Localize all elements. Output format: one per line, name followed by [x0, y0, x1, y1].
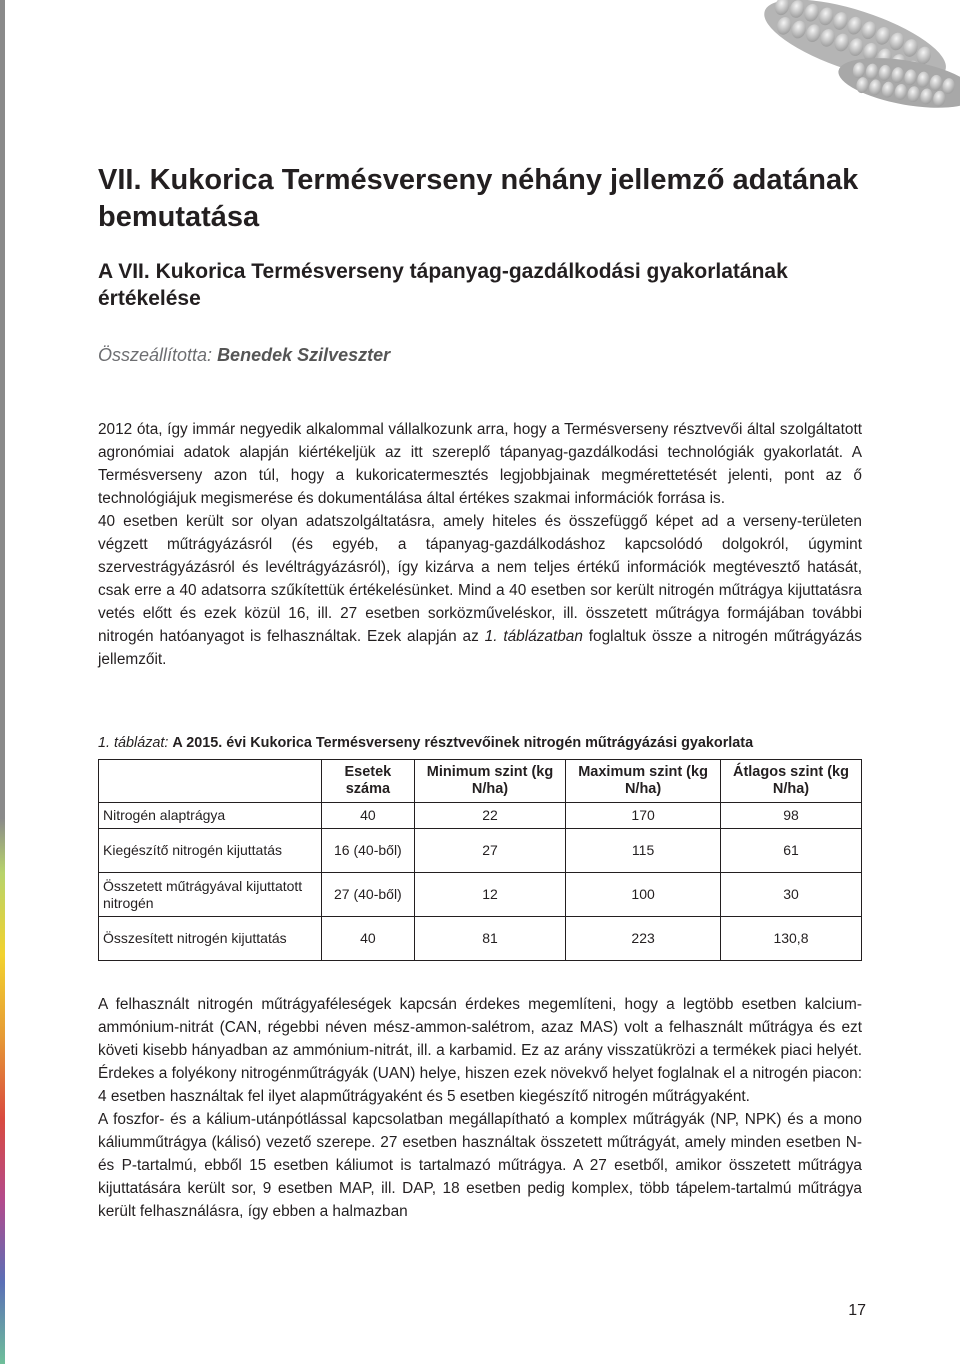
cell-cases: 40: [322, 917, 415, 961]
page-number: 17: [848, 1302, 866, 1319]
table-reference: 1. táblázatban: [484, 628, 583, 645]
fertilizer-paragraph-part2: A foszfor- és a kálium-utánpótlással kapcsolatban megállapítható a komplex műtrágyák (NP, NPK) és a mono káliumműtrágya (kálisó) vezető szerepe. 27 esetben használtak összetett műtrágyát, amely minden esetben N- és P-tartalmú, ebből 15 esetben káliumot is tartalmazó műtrágya. A 27 esetből, amikor összetett műtrágya kijuttatására került sor, 9 esetben MAP, ill. DAP, 18 esetben pedig komplex, több tápelem-tartalmú műtrágya került felhasználásra, így ebben a halmazban: [98, 1111, 862, 1220]
nitrogen-table: [98, 759, 862, 961]
header-cell-min: Minimum szint (kg N/ha): [414, 760, 565, 803]
page-title: VII. Kukorica Termésverseny néhány jellemző adatának bemutatása: [98, 164, 859, 233]
cell-max: 115: [566, 829, 721, 873]
section-subtitle: A VII. Kukorica Termésverseny tápanyag-gazdálkodási gyakorlatának értékelése: [98, 260, 788, 310]
author-line: [98, 343, 390, 367]
intro-paragraph-part1: 2012 óta, így immár negyedik alkalommal vállalkozunk arra, hogy a Termésverseny résztvevői által szolgáltatott agronómiai adatok alapján kiértékeljük az itt szereplő tápanyag-gazdálkodási technológiák gyakorlatát. A Termésverseny azon túl, hogy a kukoricatermesztés legjobbjainak megmérettetését jelenti, pont az ő technológiájuk megismerése és dokumentálása által értékes szakmai információk forrása is.: [98, 421, 862, 507]
table-row: [99, 829, 862, 873]
cell-cases: 40: [322, 803, 415, 829]
row-label: Összetett műtrágyával kijuttatott nitrogén: [99, 873, 322, 917]
table-row: [99, 873, 862, 917]
fertilizer-paragraph: [98, 993, 862, 1223]
row-label: Nitrogén alaptrágya: [99, 803, 322, 829]
cell-max: 100: [566, 873, 721, 917]
corn-illustration: [732, 0, 960, 112]
row-label: Összesített nitrogén kijuttatás: [99, 917, 322, 961]
header-cell-max: Maximum szint (kg N/ha): [566, 760, 721, 803]
author-label: Összeállította:: [98, 345, 213, 365]
author-name: Benedek Szilveszter: [217, 345, 391, 365]
cell-cases: 27 (40-ből): [322, 873, 415, 917]
cell-cases: 16 (40-ből): [322, 829, 415, 873]
cell-avg: 98: [720, 803, 861, 829]
table-caption-text: A 2015. évi Kukorica Termésverseny résztvevőinek nitrogén műtrágyázási gyakorlata: [172, 735, 754, 751]
table-row: [99, 917, 862, 961]
header-cell-cases: Esetek száma: [322, 760, 415, 803]
cell-max: 223: [566, 917, 721, 961]
cell-avg: 30: [720, 873, 861, 917]
row-label: Kiegészítő nitrogén kijuttatás: [99, 829, 322, 873]
header-cell-avg: Átlagos szint (kg N/ha): [720, 760, 861, 803]
intro-part2-text: 40 esetben került sor olyan adatszolgáltatásra, amely hiteles és összefüggő képet ad a verseny-területen végzett műtrágyázásról (és egyéb, a tápanyag-gazdálkodáshoz kapcsolódó dolgokról, úgymint szervestrágyázásról és levéltrágyázásról), így kizárva a nem teljes értékű információk megtévesztő hatását, csak erre a 40 adatsorra szűkítettük értékelésünket. Mind a 40 esetben sor került nitrogén műtrágya kijuttatásra vetés előtt és ezek közül 16, ill. 27 esetben sorközműveléskor, ill. összetett műtrágya formájában további nitrogén hatóanyagot is felhasználtak. Ezek alapján az: [98, 513, 862, 645]
cell-max: 170: [566, 803, 721, 829]
table-header-row: [99, 760, 862, 803]
table-caption-ref: 1. táblázat:: [98, 735, 169, 751]
fertilizer-paragraph-part1: A felhasznált nitrogén műtrágyaféleségek kapcsán érdekes megemlíteni, hogy a legtöbb esetben kalcium-ammónium-nitrát (CAN, régebbi néven mész-ammon-salétrom, azaz MAS) volt a felhasznált műtrágya és ezt követi kisebb hányadban az ammónium-nitrát, ill. a karbamid. Ez az arány visszatükrözi a termékek piaci helyét. Érdekes a folyékony nitrogénműtrágyák (UAN) helye, hiszen ezek növekvő helyet foglalnak el a nitrogén piacon: 4 esetben használtak fel ilyet alapműtrágyaként és 5 esetben kiegészítő nitrogén műtrágyaként.: [98, 996, 862, 1105]
cell-min: 27: [414, 829, 565, 873]
cell-min: 12: [414, 873, 565, 917]
intro-paragraph: [98, 418, 862, 671]
cell-avg: 130,8: [720, 917, 861, 961]
table-row: [99, 803, 862, 829]
cell-min: 22: [414, 803, 565, 829]
intro-part2-end: foglaltuk össze a nitrogén műtrágyázás jellemzőit.: [98, 628, 862, 668]
header-cell-empty: [99, 760, 322, 803]
table-caption: [98, 733, 862, 753]
cell-avg: 61: [720, 829, 861, 873]
edge-color-strip: [0, 0, 5, 1364]
cell-min: 81: [414, 917, 565, 961]
intro-paragraph-part2: [98, 510, 862, 671]
